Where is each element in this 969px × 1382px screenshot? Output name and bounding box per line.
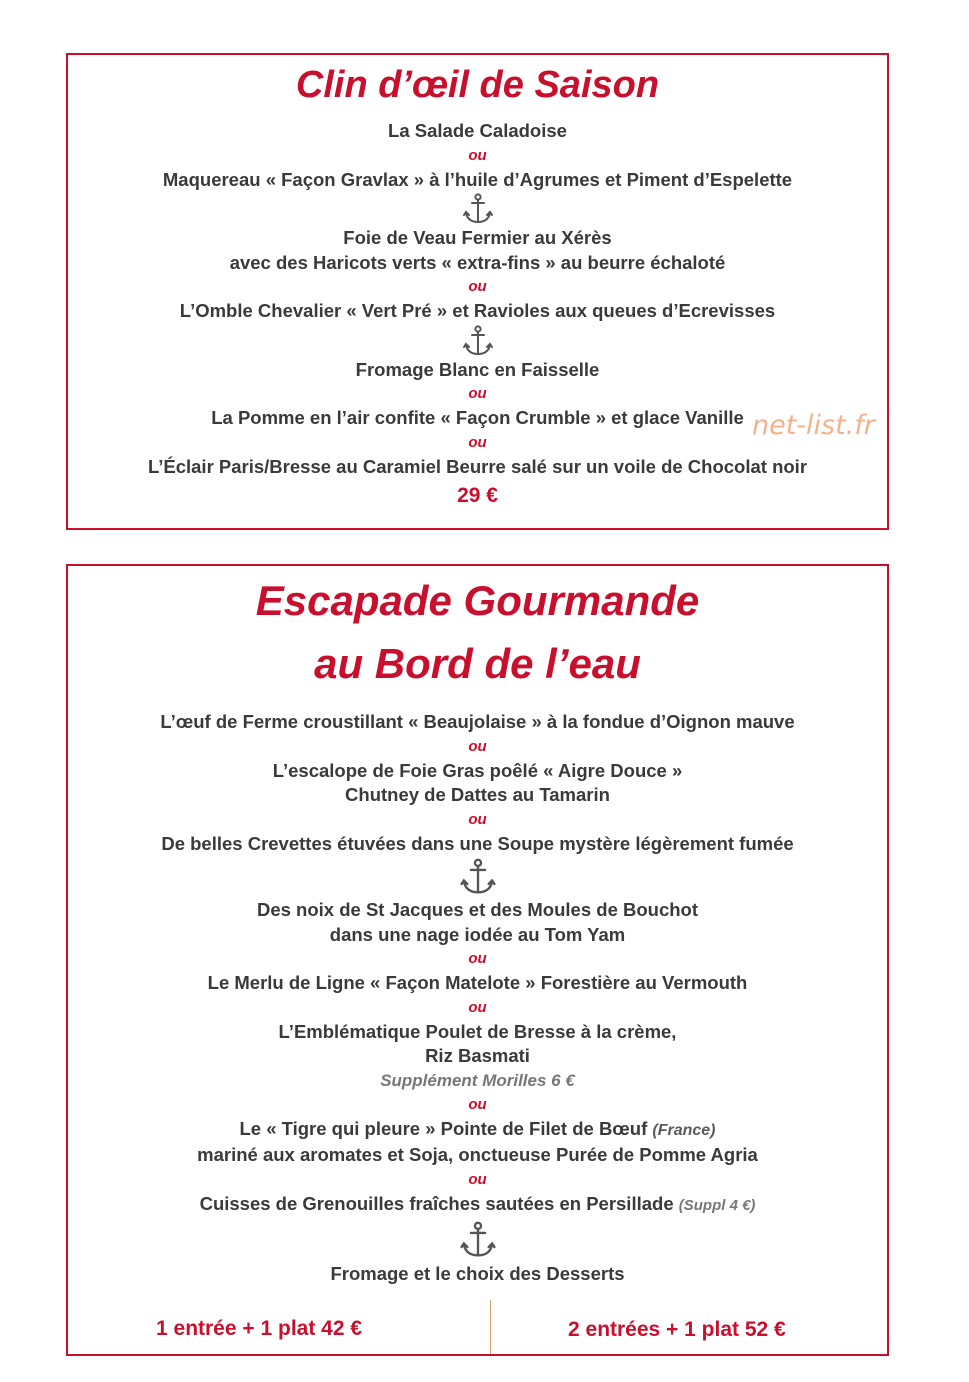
menu-item: L’Éclair Paris/Bresse au Caramiel Beurre salé sur un voile de Chocolat noir: [147, 455, 808, 477]
separator-ou: ou: [468, 810, 487, 828]
menu-item: L’Omble Chevalier « Vert Pré » et Ravioles aux queues d’Ecrevisses: [179, 300, 776, 321]
separator-ou: ou: [468, 385, 487, 402]
menu-item: Chutney de Dattes au Tamarin: [345, 784, 610, 805]
separator-ou: ou: [468, 1095, 487, 1113]
separator-ou: ou: [468, 1170, 487, 1188]
menu-price: 29 €: [457, 484, 498, 507]
menu-item: La Pomme en l’air confite « Façon Crumble » et glace Vanille: [211, 407, 744, 428]
formula-price: 1 entrée + 1 plat 42 €: [156, 1317, 363, 1340]
menu-item: L’Emblématique Poulet de Bresse à la crème,: [278, 1020, 677, 1042]
menu-title-line1: Escapade Gourmande: [255, 577, 700, 624]
menu-item: Foie de Veau Fermier au Xérès: [343, 227, 612, 248]
menu-item: Fromage Blanc en Faisselle: [355, 358, 600, 380]
supplement-note: Supplément Morilles 6 €: [380, 1070, 575, 1090]
separator-ou: ou: [468, 737, 487, 755]
menu-item: Riz Basmati: [425, 1045, 530, 1066]
menu-item: Le Merlu de Ligne « Façon Matelote » Forestière au Vermouth: [207, 972, 748, 993]
menu-item: dans une nage iodée au Tom Yam: [329, 923, 626, 945]
anchor-icon: [68, 192, 887, 226]
menu-item: L’œuf de Ferme croustillant « Beaujolaise » à la fondue d’Oignon mauve: [160, 711, 795, 732]
separator-ou: ou: [468, 433, 487, 451]
menu-item: La Salade Caladoise: [388, 120, 567, 141]
anchor-icon: [68, 1218, 887, 1262]
formula-price: 2 entrées + 1 plat 52 €: [568, 1318, 786, 1341]
menu-item: [68, 1117, 887, 1144]
menu-card-saison: [66, 53, 889, 530]
menu-item-text: Cuisses de Grenouilles fraîches sautées en Persillade: [199, 1192, 679, 1214]
menu-item: L’escalope de Foie Gras poêlé « Aigre Douce »: [272, 759, 683, 781]
supplement-note: (Suppl 4 €): [678, 1196, 756, 1214]
anchor-icon: [68, 324, 887, 358]
watermark: net-list.fr: [752, 410, 875, 441]
separator-ou: ou: [468, 950, 487, 967]
menu-item-text: Le « Tigre qui pleure » Pointe de Filet de Bœuf: [239, 1117, 653, 1139]
menu-card-escapade: [66, 564, 889, 1356]
origin-note: (France): [652, 1121, 716, 1139]
menu-item: mariné aux aromates et Soja, onctueuse Purée de Pomme Agria: [197, 1144, 758, 1165]
menu-item: De belles Crevettes étuvées dans une Soupe mystère légèrement fumée: [161, 832, 794, 854]
anchor-icon: [68, 856, 887, 898]
menu-item: [68, 1192, 887, 1219]
menu-title-line2: au Bord de l’eau: [314, 640, 641, 687]
menu-item: Des noix de St Jacques et des Moules de Bouchot: [256, 899, 699, 920]
menu-item: Fromage et le choix des Desserts: [330, 1263, 625, 1284]
menu-item: Maquereau « Façon Gravlax » à l’huile d’Agrumes et Piment d’Espelette: [162, 168, 793, 190]
separator-ou: ou: [468, 278, 487, 295]
menu-title: Clin d’œil de Saison: [295, 64, 660, 106]
menu-formulas: [68, 1292, 887, 1354]
menu-item: avec des Haricots verts « extra-fins » au beurre échaloté: [229, 251, 726, 273]
divider: [490, 1300, 491, 1354]
separator-ou: ou: [468, 146, 487, 164]
separator-ou: ou: [468, 998, 487, 1016]
